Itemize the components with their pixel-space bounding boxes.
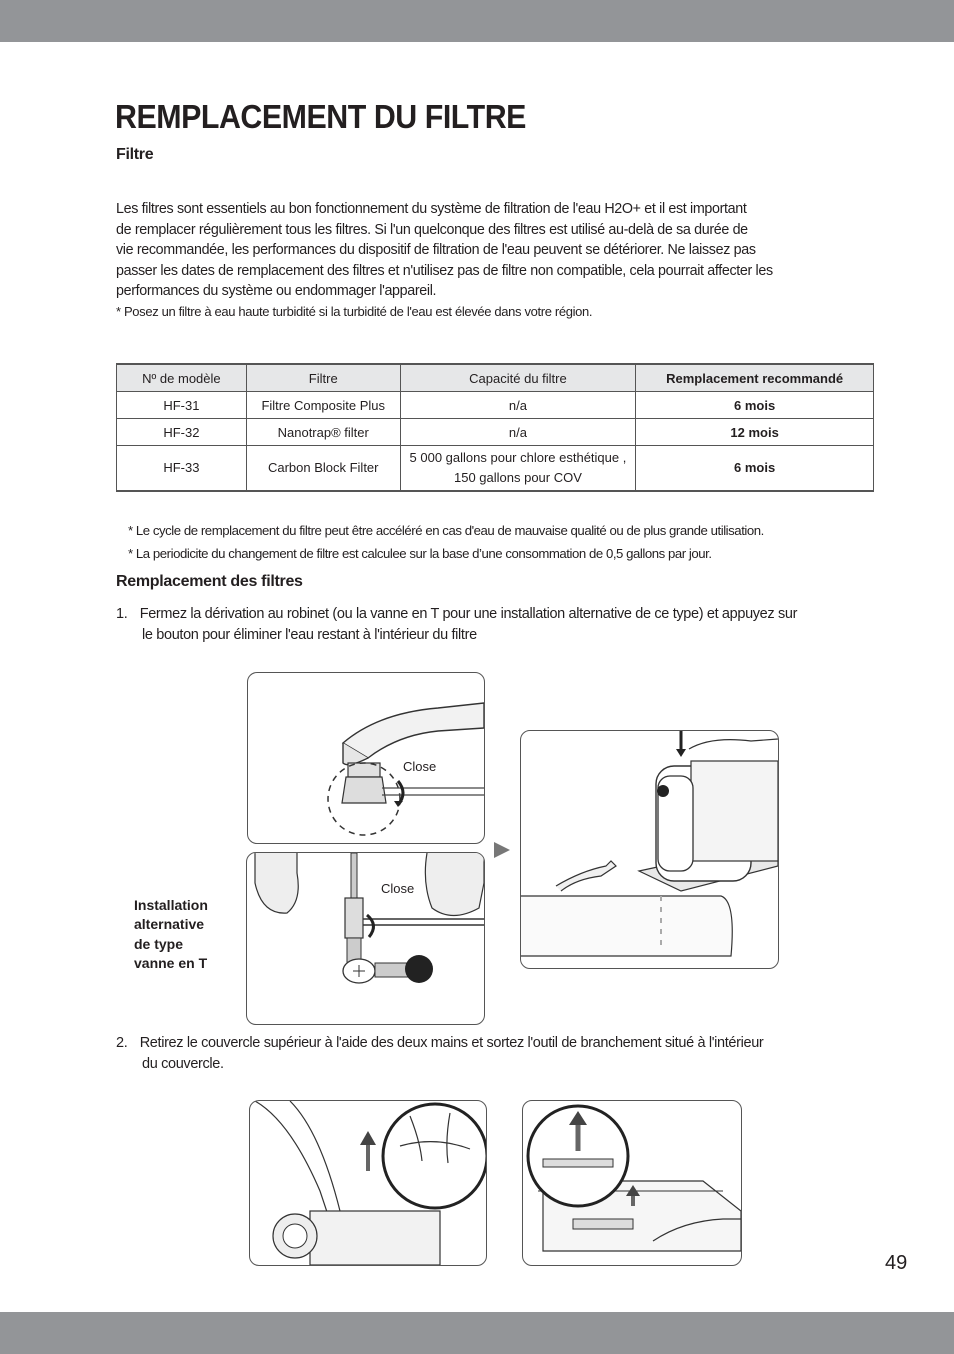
step-number: 1. xyxy=(116,606,128,622)
faucet-close-illustration xyxy=(247,672,485,844)
intro-line: vie recommandée, les performances du dispositif de filtration de l'eau peuvent se détériorer. Ne laissez pas xyxy=(116,242,756,258)
page-title: REMPLACEMENT DU FILTRE xyxy=(115,98,526,135)
step-text: Retirez le couvercle supérieur à l'aide des deux mains et sortez l'outil de branchement situé à l'intérieur xyxy=(139,1035,764,1051)
section-subtitle: Filtre xyxy=(116,146,154,163)
table-row xyxy=(117,392,874,419)
cell-filter: Carbon Block Filter xyxy=(246,446,400,492)
intro-line: Les filtres sont essentiels au bon fonctionnement du système de filtration de l'eau H2O+ et il est important xyxy=(116,201,747,217)
filter-table xyxy=(116,363,874,492)
alt-install-line: de type xyxy=(134,935,184,952)
alt-install-label xyxy=(134,896,244,973)
close-label: Close xyxy=(403,759,437,774)
alt-install-line: Installation xyxy=(134,897,208,913)
alt-install-line: vanne en T xyxy=(134,954,208,971)
unit-press-button-illustration xyxy=(520,730,779,969)
cell-capacity: n/a xyxy=(400,419,636,446)
footnote: * Le cycle de remplacement du filtre peut être accéléré en cas d'eau de mauvaise qualité ou de plus grande utilisation. xyxy=(128,523,764,538)
alt-install-line: alternative xyxy=(134,916,205,933)
header-capacity: Capacité du filtre xyxy=(400,364,636,392)
bottom-band xyxy=(0,1312,954,1354)
remove-cover-illustration xyxy=(249,1100,487,1266)
close-label: Close xyxy=(381,881,415,896)
page-number: 49 xyxy=(885,1252,908,1274)
step-text: Fermez la dérivation au robinet (ou la vanne en T pour une installation alternative de ce type) et appuyez sur xyxy=(139,606,798,622)
intro-line: passer les dates de remplacement des filtres et n'utilisez pas de filtre non compatible, cela pourrait affecter les xyxy=(116,262,773,279)
cell-capacity xyxy=(400,446,636,492)
cell-capacity-line2: 150 gallons pour COV xyxy=(453,470,582,485)
step-text: du couvercle. xyxy=(142,1056,224,1072)
intro-paragraph xyxy=(116,199,846,322)
cell-replacement: 6 mois xyxy=(636,446,874,492)
cell-model: HF-31 xyxy=(117,392,247,419)
connection-tool-illustration xyxy=(522,1100,742,1266)
footnote: * La periodicite du changement de filtre est calculee sur la base d’une consommation de 0,5 gallons par jour. xyxy=(128,546,712,561)
cell-filter: Nanotrap® filter xyxy=(246,419,400,446)
intro-note: * Posez un filtre à eau haute turbidité si la turbidité de l'eau est élevée dans votre région. xyxy=(116,303,593,319)
top-band xyxy=(0,0,954,42)
table-row xyxy=(117,446,874,492)
cell-replacement: 6 mois xyxy=(636,392,874,419)
cell-replacement: 12 mois xyxy=(636,419,874,446)
step-number: 2. xyxy=(116,1035,128,1051)
header-replacement: Remplacement recommandé xyxy=(636,364,874,392)
header-filter: Filtre xyxy=(246,364,400,392)
intro-line: de remplacer régulièrement tous les filtres. Si l'un quelconque des filtres est utilisé au-delà de sa durée de xyxy=(116,221,748,238)
intro-line: performances du système ou endommager l'appareil. xyxy=(116,283,437,299)
cell-capacity-line1: 5 000 gallons pour chlore esthétique , xyxy=(409,450,627,465)
step-1 xyxy=(116,604,856,646)
cell-capacity: n/a xyxy=(400,392,636,419)
section-heading: Remplacement des filtres xyxy=(116,573,303,590)
cell-model: HF-32 xyxy=(117,419,247,446)
step-text: le bouton pour éliminer l'eau restant à l'intérieur du filtre xyxy=(142,627,477,643)
t-valve-illustration xyxy=(246,852,485,1025)
next-step-arrow-icon xyxy=(493,841,511,859)
cell-model: HF-33 xyxy=(117,446,247,492)
cell-filter: Filtre Composite Plus xyxy=(246,392,400,419)
table-header-row xyxy=(117,364,874,392)
table-row xyxy=(117,419,874,446)
step-2 xyxy=(116,1033,856,1075)
header-model: Nº de modèle xyxy=(117,364,247,392)
